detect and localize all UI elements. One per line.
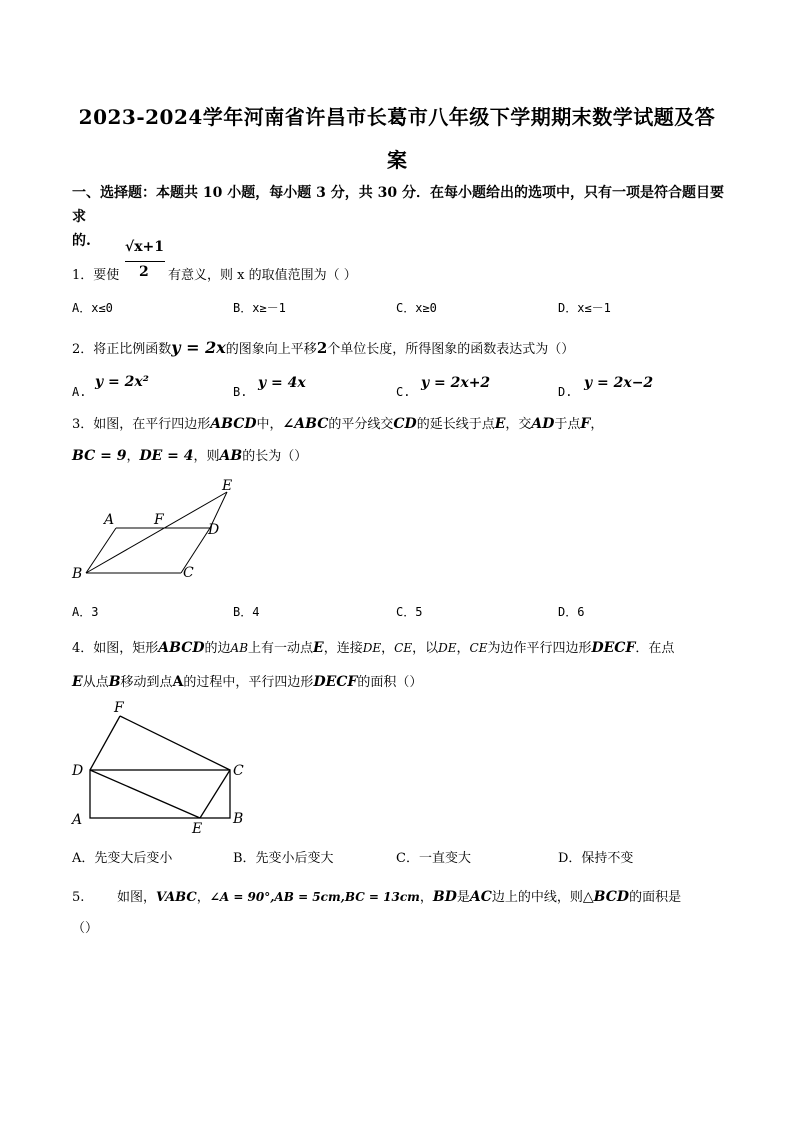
label-f: F bbox=[154, 512, 164, 528]
q4-math: ABCD bbox=[158, 640, 205, 656]
q1-fraction-denominator: 2 bbox=[139, 264, 149, 280]
q3-math: CD bbox=[393, 416, 417, 432]
q5-line1 bbox=[72, 887, 681, 908]
q1-number: 1．要使 bbox=[72, 268, 120, 283]
q4-math: E bbox=[313, 640, 324, 656]
page-title-line1: 2023-2024学年河南省许昌市长葛市八年级下学期期末数学试题及答 bbox=[78, 105, 716, 129]
q2-option-b-expr[interactable]: y = 4x bbox=[258, 375, 306, 391]
q3-text: 3．如图，在平行四边形 bbox=[72, 417, 211, 432]
q5-text: 边上的中线，则 bbox=[491, 890, 583, 905]
q4-text: 4．如图，矩形 bbox=[72, 641, 159, 656]
q4-text: ， bbox=[456, 641, 470, 656]
q5-text: 如图， bbox=[117, 890, 157, 905]
q3-option-c[interactable]: C．5 bbox=[396, 605, 423, 619]
q5-math: AC bbox=[469, 889, 492, 905]
label-c: C bbox=[233, 763, 244, 779]
q2-option-c-letter[interactable]: C. bbox=[396, 385, 411, 399]
q4-line2 bbox=[72, 672, 422, 693]
q4-math: CE bbox=[394, 641, 413, 655]
q4-math: E bbox=[72, 674, 83, 690]
q4-math: DE bbox=[362, 641, 382, 655]
q2-suffix: 个单位长度，所得图象的函数表达式为（） bbox=[327, 342, 575, 357]
q4-math: A bbox=[172, 674, 184, 690]
fraction-bar bbox=[125, 261, 165, 262]
edge-df bbox=[90, 716, 120, 770]
q2-option-a-letter[interactable]: A. bbox=[72, 385, 87, 399]
q3-text: 的平分线交 bbox=[328, 417, 394, 432]
q3-option-b[interactable]: B．4 bbox=[233, 605, 260, 619]
edge-de bbox=[90, 770, 200, 818]
q4-option-a[interactable]: A．先变大后变小 bbox=[72, 851, 173, 866]
q1-fraction-numerator: √x+1 bbox=[125, 239, 165, 255]
q4-math: DECF bbox=[313, 674, 358, 690]
q3-text: ， bbox=[590, 417, 604, 432]
label-c: C bbox=[183, 565, 194, 581]
q2-line bbox=[72, 338, 574, 360]
label-a: A bbox=[104, 512, 115, 528]
q5-math: ∠A = 90°,AB = 5cm,BC = 13cm bbox=[209, 890, 420, 904]
q4-text: 的边 bbox=[204, 641, 231, 656]
q5-math: △BCD bbox=[582, 889, 630, 905]
q3-text: ，交 bbox=[505, 417, 532, 432]
section-heading-line2: 的. bbox=[72, 233, 91, 249]
q3-figure bbox=[60, 476, 260, 588]
q4-text: ，连接 bbox=[323, 641, 363, 656]
q4-text: 从点 bbox=[82, 675, 109, 690]
q3-option-d[interactable]: D．6 bbox=[558, 605, 585, 619]
q3-math: E bbox=[494, 416, 506, 432]
label-b: B bbox=[233, 811, 244, 827]
q4-option-b[interactable]: B．先变小后变大 bbox=[233, 851, 334, 866]
q5-line2: （） bbox=[72, 921, 99, 936]
q3-option-a[interactable]: A．3 bbox=[72, 605, 99, 619]
q5-text: 是 bbox=[456, 890, 470, 905]
q4-line1 bbox=[72, 638, 674, 659]
q2-function: y = 2x bbox=[171, 338, 226, 357]
q4-text: ，以 bbox=[412, 641, 439, 656]
label-e: E bbox=[192, 821, 203, 837]
q4-math: CE bbox=[469, 641, 488, 655]
q2-prefix: 2．将正比例函数 bbox=[72, 342, 172, 357]
q3-text: 的延长线于点 bbox=[416, 417, 495, 432]
page-title-line2: 案 bbox=[387, 148, 407, 172]
label-a: A bbox=[72, 812, 83, 828]
q1-option-c[interactable]: C．x≥0 bbox=[396, 301, 437, 315]
q4-text: ．在点 bbox=[635, 641, 675, 656]
bisector-be bbox=[86, 492, 227, 573]
q5-number: 5. bbox=[72, 890, 85, 905]
q1-option-d[interactable]: D．x≤－1 bbox=[558, 301, 611, 315]
q4-figure bbox=[60, 696, 260, 838]
q3-line1 bbox=[72, 414, 603, 435]
q1-text: 有意义，则 x 的取值范围为（ ） bbox=[168, 268, 357, 283]
q5-text: ， bbox=[419, 890, 433, 905]
q3-text: 中， bbox=[256, 417, 283, 432]
edge-ec bbox=[200, 770, 230, 818]
label-d: D bbox=[72, 763, 84, 779]
q2-option-c-expr[interactable]: y = 2x+2 bbox=[421, 375, 491, 391]
q3-math: BC = 9 bbox=[72, 448, 127, 464]
q2-option-a-expr[interactable]: y = 2x² bbox=[95, 374, 149, 390]
q3-math: AD bbox=[531, 416, 555, 432]
edge-ba bbox=[86, 528, 116, 573]
q4-math: AB bbox=[230, 641, 249, 655]
q2-shift-amount: 2 bbox=[316, 339, 328, 357]
q4-option-c[interactable]: C．一直变大 bbox=[396, 851, 471, 866]
q5-math: BD bbox=[432, 889, 457, 905]
q5-math: VABC bbox=[156, 890, 197, 905]
q4-math: B bbox=[108, 674, 121, 690]
q4-text: 移动到点 bbox=[120, 675, 173, 690]
q4-text: 的过程中，平行四边形 bbox=[183, 675, 314, 690]
q2-mid: 的图象向上平移 bbox=[225, 342, 317, 357]
q4-math: DECF bbox=[591, 640, 636, 656]
q4-text: 为边作平行四边形 bbox=[487, 641, 592, 656]
q3-math: ABCD bbox=[210, 416, 257, 432]
q3-math: F bbox=[580, 416, 591, 432]
section-heading-line1: 一、选择题：本题共 10 小题，每小题 3 分，共 30 分．在每小题给出的选项中，只有一项是符合题目要求 bbox=[72, 185, 724, 225]
q2-option-d-expr[interactable]: y = 2x−2 bbox=[584, 375, 654, 391]
q3-text: 的长为（） bbox=[242, 449, 308, 464]
q4-text: 上有一动点 bbox=[248, 641, 314, 656]
q1-fraction bbox=[125, 239, 167, 289]
q4-text: 的面积（） bbox=[357, 675, 423, 690]
q4-option-d[interactable]: D．保持不变 bbox=[558, 851, 634, 866]
q3-math: ∠ABC bbox=[282, 416, 329, 432]
label-b: B bbox=[72, 566, 83, 582]
q5-text: ， bbox=[196, 890, 210, 905]
q2-option-d-letter[interactable]: D. bbox=[558, 385, 573, 399]
q1-option-a[interactable]: A．x≤0 bbox=[72, 301, 113, 315]
label-f: F bbox=[114, 700, 124, 716]
q5-text: 的面积是 bbox=[629, 890, 682, 905]
rectangle-abcd bbox=[90, 770, 230, 818]
q2-option-b-letter[interactable]: B. bbox=[233, 385, 248, 399]
q3-text: ， bbox=[126, 449, 140, 464]
q4-math: DE bbox=[438, 641, 457, 655]
q1-option-b[interactable]: B．x≥－1 bbox=[233, 301, 286, 315]
q3-math: DE = 4 bbox=[139, 448, 194, 464]
q4-text: ， bbox=[381, 641, 395, 656]
label-d: D bbox=[208, 522, 220, 538]
edge-fc bbox=[120, 716, 230, 770]
q3-text: 于点 bbox=[554, 417, 581, 432]
q3-text: ，则 bbox=[193, 449, 220, 464]
section-heading bbox=[72, 181, 732, 253]
label-e: E bbox=[222, 478, 233, 494]
q3-line2 bbox=[72, 446, 307, 467]
q3-math: AB bbox=[219, 448, 243, 464]
